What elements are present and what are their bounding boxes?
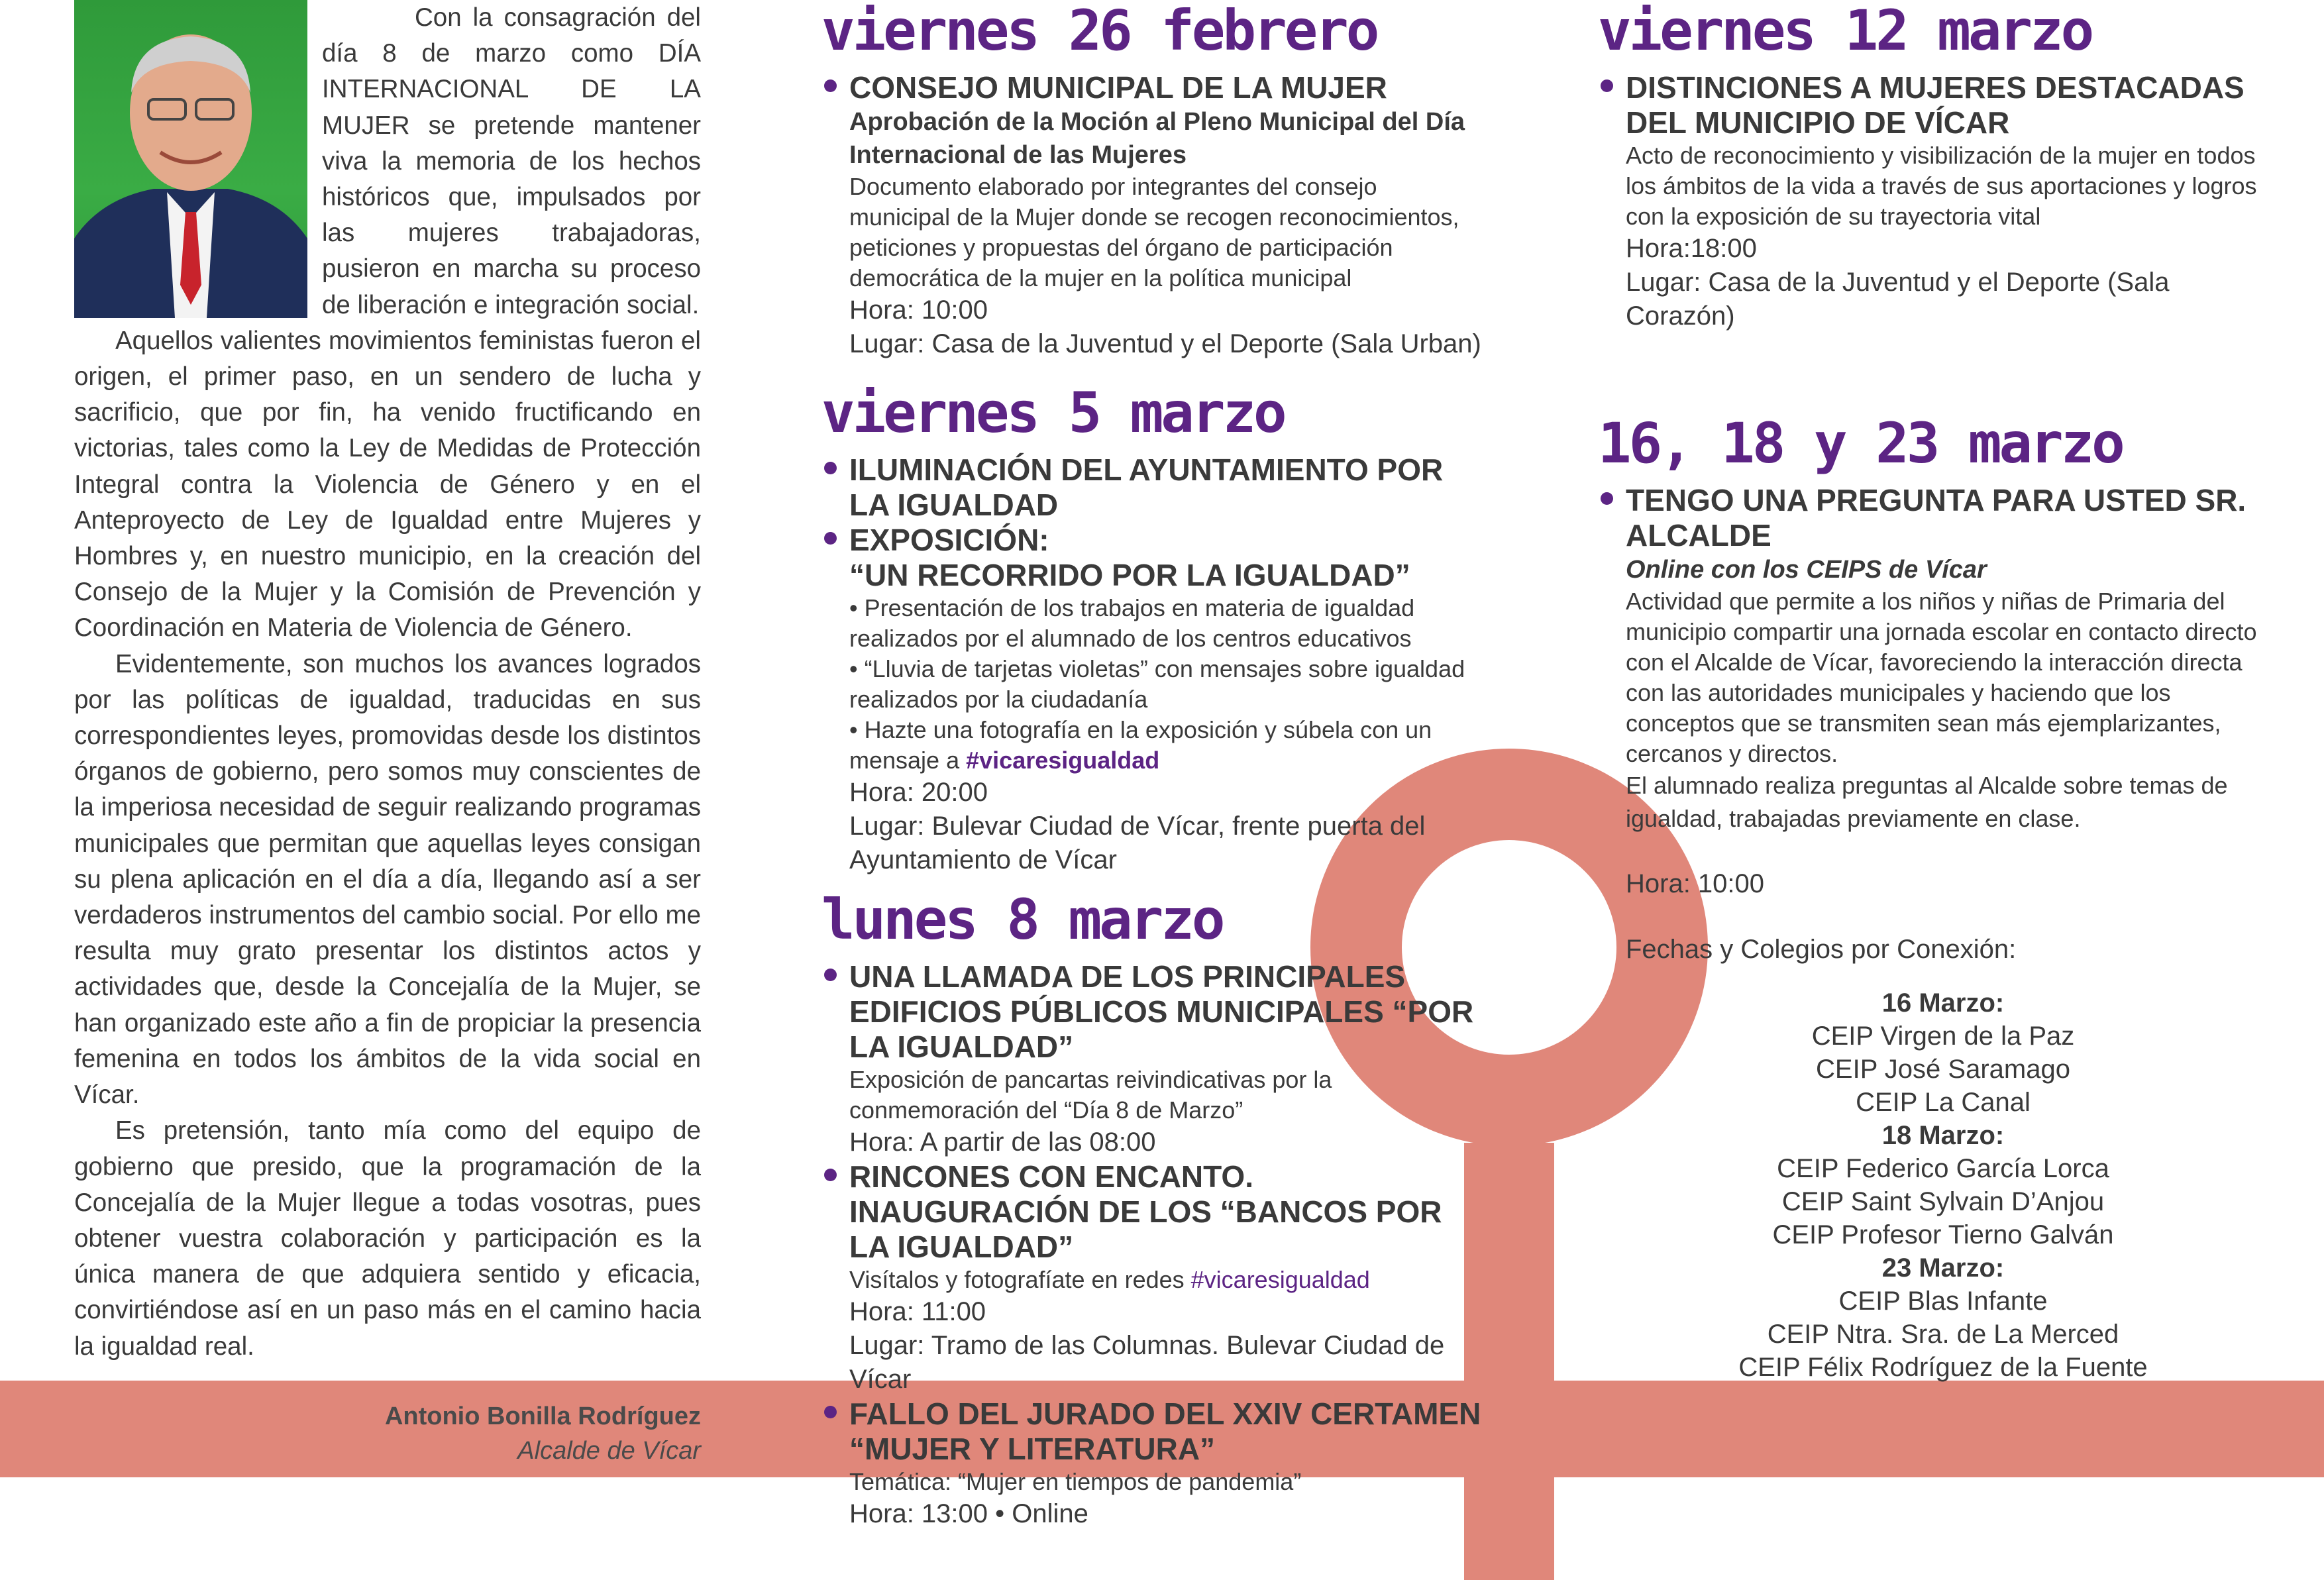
event-exposicion (849, 523, 1484, 877)
signature-name: Antonio Bonilla Rodríguez (384, 1402, 701, 1430)
event-pregunta-alcalde (1626, 483, 2260, 967)
event-place: Lugar: Casa de la Juventud y el Deporte (Sala Corazón) (1626, 268, 2170, 331)
school-item: CEIP Blas Infante (1838, 1287, 2048, 1316)
event-rincones (849, 1159, 1484, 1396)
signature (385, 1399, 701, 1468)
event-fallo-jurado (849, 1396, 1484, 1531)
bullet-icon (824, 79, 837, 92)
event-title: DISTINCIONES A MUJERES DESTACADAS DEL MUNICIPIO DE VÍCAR (1626, 70, 2245, 140)
bullet-icon (1601, 79, 1613, 92)
event-title: RINCONES CON ENCANTO. INAUGURACIÓN DE LOS “BANCOS POR LA IGUALDAD” (849, 1159, 1442, 1264)
event-description: Actividad que permite a los niños y niñas de Primaria del municipio compartir una jornada escolar en contacto directo con el Alcalde de Vícar, favoreciendo la interacción directa con las autoridades municipales y haciendo que los conceptos que se transmiten sean más ejemplarizantes, cercanos y directos. (1626, 588, 2257, 767)
event-title: EXPOSICIÓN: (849, 523, 1049, 557)
event-dates-heading: Fechas y Colegios por Conexión: (1626, 935, 2017, 964)
school-item: CEIP Federico García Lorca (1777, 1154, 2109, 1183)
event-description (849, 1265, 1484, 1295)
day-heading: viernes 5 marzo (821, 380, 1285, 445)
event-place: Lugar: Casa de la Juventud y el Deporte (Sala Urban) (849, 329, 1481, 358)
event-place: Lugar: Tramo de las Columnas. Bulevar Ciudad de Vícar (849, 1331, 1445, 1394)
event-time: Hora: 10:00 (1626, 869, 1765, 898)
schedule-middle-column (821, 0, 1484, 1531)
event-subtitle: Aprobación de la Moción al Pleno Municipal del Día Internacional de las Mujeres (849, 108, 1465, 169)
event-title: FALLO DEL JURADO DEL XXIV CERTAMEN “MUJER Y LITERATURA” (849, 1396, 1481, 1466)
event-consejo (849, 70, 1484, 361)
event-time: Hora: 20:00 (849, 778, 988, 807)
schools-date-heading: 23 Marzo: (1881, 1253, 2005, 1283)
school-item: CEIP Ntra. Sra. de La Merced (1767, 1320, 2119, 1349)
event-title: TENGO UNA PREGUNTA PARA USTED SR. ALCALDE (1626, 483, 2246, 553)
event-item-text: • Hazte una fotografía en la exposición y súbela con un mensaje a (849, 716, 1432, 774)
event-time: Hora: 10:00 (849, 295, 988, 325)
intro-paragraph: Con la consagración del día 8 de marzo como DÍA INTERNACIONAL DE LA MUJER se pretende mantener viva la memoria de los hechos históricos que, impulsados por las mujeres trabajadoras, pusieron en marcha su proceso de liberación e integración social. (322, 3, 701, 319)
day-heading: 16, 18 y 23 marzo (1598, 411, 2123, 476)
schedule-right-column (1598, 0, 2260, 1384)
day-heading: viernes 12 marzo (1598, 0, 2092, 63)
hashtag-link[interactable]: #vicaresigualdad (966, 747, 1160, 774)
event-distinciones (1626, 70, 2260, 333)
schools-date-heading: 16 Marzo: (1881, 988, 2005, 1018)
event-item: • “Lluvia de tarjetas violetas” con mensajes sobre igualdad realizados por la ciudadanía (849, 655, 1465, 713)
school-item: CEIP Profesor Tierno Galván (1772, 1220, 2114, 1249)
event-description: Documento elaborado por integrantes del consejo municipal de la Mujer donde se recogen reconocimientos, peticiones y propuestas del órgano de participación democrática de la mujer en la política municipal (849, 173, 1459, 291)
intro-column (74, 0, 701, 1365)
event-description: Acto de reconocimiento y visibilización de la mujer en todos los ámbitos de la vida a través de sus aportaciones y logros con la exposición de su trayectoria vital (1626, 142, 2257, 230)
bullet-icon (1601, 492, 1613, 505)
bullet-icon (824, 969, 837, 981)
event-time: Hora: A partir de las 08:00 (849, 1128, 1156, 1157)
event-title: ILUMINACIÓN DEL AYUNTAMIENTO POR LA IGUALDAD (849, 452, 1444, 522)
event-time: Hora: 13:00 • Online (849, 1499, 1088, 1528)
schools-list (1626, 986, 2260, 1384)
event-subtitle: Online con los CEIPS de Vícar (1626, 556, 1987, 584)
event-title: CONSEJO MUNICIPAL DE LA MUJER (849, 70, 1387, 105)
intro-paragraph: Evidentemente, son muchos los avances logrados por las políticas de igualdad, traducidas en sus correspondientes leyes, promovidas desde los distintos órganos de gobierno, pero somos muy conscientes de la imperiosa necesidad de seguir realizando programas municipales que permitan que aquellas leyes consigan su plena aplicación en el día a día, llegando así a ser verdaderos instrumentos del cambio social. Por ello me resulta muy grato presentar los distintos actos y actividades que, desde la Concejalía de la Mujer, se han organizado este año a fin de propiciar la presencia femenina en todos los ámbitos de la vida social en Vícar. (74, 649, 701, 1110)
event-description: Exposición de pancartas reivindicativas por la conmemoración del “Día 8 de Marzo” (849, 1066, 1332, 1124)
portrait-illustration (74, 0, 307, 318)
intro-paragraph: Es pretensión, tanto mía como del equipo de gobierno que presido, que la programación de la Concejalía de la Mujer llegue a todas vosotras, pues obtener vuestra colaboración y participación es la única manera de que adquiera sentido y eficacia, convirtiéndose así en un paso más en el camino hacia la igualdad real. (74, 1116, 701, 1361)
school-item: CEIP La Canal (1856, 1088, 2031, 1117)
bullet-icon (824, 1169, 837, 1181)
event-title: “UN RECORRIDO POR LA IGUALDAD” (849, 558, 1410, 592)
school-item: CEIP Virgen de la Paz (1811, 1022, 2075, 1051)
day-heading: viernes 26 febrero (821, 0, 1377, 63)
event-time: Hora:18:00 (1626, 234, 1757, 263)
bullet-icon (824, 532, 837, 545)
school-item: CEIP José Saramago (1816, 1055, 2070, 1084)
intro-paragraph: Aquellos valientes movimientos feministas fueron el origen, el primer paso, en un sendero de lucha y sacrificio, que por fin, ha venido fructificando en victorias, tales como la Ley de Medidas de Protección Integral contra la Violencia de Género y en el Anteproyecto de Ley de Igualdad entre Mujeres y Hombres y, en nuestro municipio, en la creación del Consejo de la Mujer y la Comisión de Prevención y Coordinación en Materia de Violencia de Género. (74, 326, 701, 643)
event-item (849, 715, 1484, 776)
mayor-portrait (74, 0, 307, 318)
event-description: Temática: “Mujer en tiempos de pandemia” (849, 1468, 1302, 1495)
event-title: UNA LLAMADA DE LOS PRINCIPALES EDIFICIOS PÚBLICOS MUNICIPALES “POR LA IGUALDAD” (849, 959, 1474, 1064)
event-description: El alumnado realiza preguntas al Alcalde sobre temas de igualdad, trabajadas previamente en clase. (1626, 772, 2228, 832)
event-iluminacion (849, 452, 1484, 523)
school-item: CEIP Félix Rodríguez de la Fuente (1738, 1353, 2148, 1382)
event-llamada (849, 959, 1484, 1159)
signature-role: Alcalde de Vícar (517, 1437, 701, 1465)
school-item: CEIP Saint Sylvain D’Anjou (1781, 1187, 2105, 1216)
event-time: Hora: 11:00 (849, 1297, 986, 1326)
event-item: • Presentación de los trabajos en materia de igualdad realizados por el alumnado de los centros educativos (849, 594, 1415, 652)
event-description-text: Visítalos y fotografíate en redes (849, 1266, 1185, 1293)
day-heading: lunes 8 marzo (821, 887, 1223, 952)
bullet-icon (824, 1406, 837, 1418)
hashtag-link[interactable]: #vicaresigualdad (1190, 1266, 1370, 1293)
schools-date-heading: 18 Marzo: (1881, 1121, 2005, 1150)
bullet-icon (824, 462, 837, 474)
event-place: Lugar: Bulevar Ciudad de Vícar, frente puerta del Ayuntamiento de Vícar (849, 812, 1426, 874)
